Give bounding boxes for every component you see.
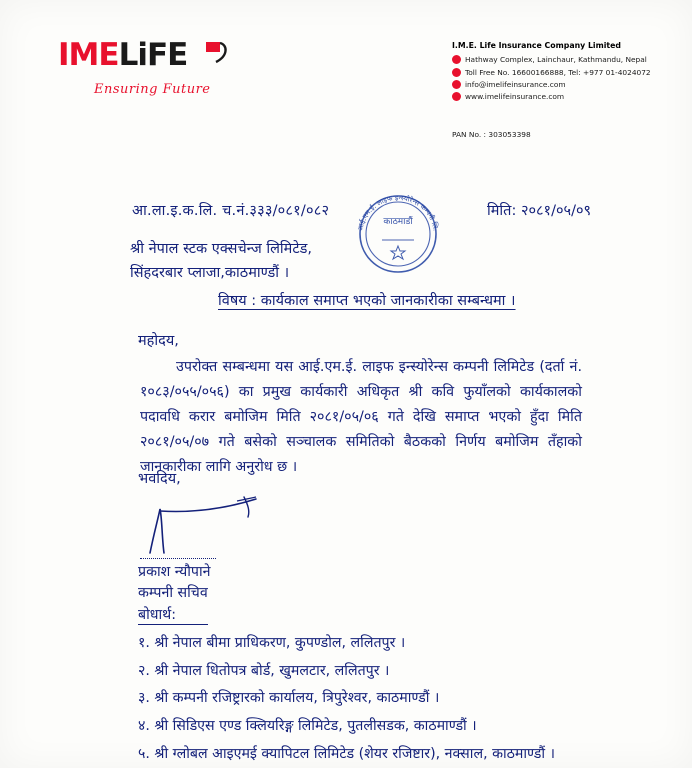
company-logo [58, 37, 258, 97]
cc-item: ४. श्री सिडिएस एण्ड क्लियरिङ्ग लिमिटेड, पुतलीसडक, काठमाण्डौं । [138, 718, 477, 735]
address-text: Hathway Complex, Lainchaur, Kathmandu, Nepal [465, 55, 647, 65]
logo-wordmark [58, 37, 188, 73]
address-row [452, 54, 687, 65]
letter-subject: विषय : कार्यकाल समाप्त भएको जानकारीका सम्बन्धमा । [218, 293, 516, 309]
cc-item: ५. श्री ग्लोबल आइएमई क्यापिटल लिमिटेड (शेयर रजिष्टार), नक्साल, काठमाण्डौं । [138, 745, 555, 762]
letter-salutation: महोदय, [138, 333, 179, 349]
letter-date: मिति: २०८१/०५/०९ [487, 203, 592, 219]
phone-icon [452, 68, 461, 77]
website-row [452, 91, 687, 102]
envelope-icon [452, 80, 461, 89]
website-text: www.imelifeinsurance.com [465, 92, 565, 102]
signature-mark [140, 495, 320, 565]
company-name: I.M.E. Life Insurance Company Limited [452, 41, 621, 50]
company-contact-block [452, 40, 687, 104]
signer-name: प्रकाश न्यौपाने [138, 564, 211, 580]
cc-heading: बोधार्थ: [138, 607, 177, 623]
email-row [452, 79, 687, 90]
signer-title: कम्पनी सचिव [138, 585, 208, 602]
svg-text:आई.एम.ई. लाइफ इन्स्योरेन्स कम्: आई.एम.ई. लाइफ इन्स्योरेन्स कम्पनी लि. [356, 193, 440, 232]
cc-heading-underline [138, 624, 208, 625]
addressee-line-1: श्री नेपाल स्टक एक्सचेन्ज लिमिटेड, [130, 241, 313, 257]
logo-text-ime: IME [58, 37, 119, 73]
cc-item: ३. श्री कम्पनी रजिष्ट्रारको कार्यालय, त्रिपुरेश्वर, काठमाण्डौं । [138, 690, 440, 707]
logo-swoosh-icon [204, 40, 230, 66]
phone-row [452, 67, 687, 78]
svg-text:काठमाडौं: काठमाडौं [383, 217, 413, 227]
logo-tagline: Ensuring Future [94, 82, 211, 97]
cc-item: १. श्री नेपाल बीमा प्राधिकरण, कुपण्डोल, ललितपुर । [138, 635, 406, 651]
official-seal-stamp [352, 188, 444, 280]
addressee-block [130, 238, 312, 286]
logo-text-life: LiFE [118, 37, 188, 73]
cc-item: २. श्री नेपाल धितोपत्र बोर्ड, खुमलटार, ललितपुर । [138, 662, 390, 679]
cc-list [138, 630, 658, 768]
location-pin-icon [452, 55, 461, 64]
signer-block [138, 562, 211, 605]
addressee-line-2: सिंहदरबार प्लाजा,काठमाण्डौं । [130, 264, 290, 281]
letter-paragraph: उपरोक्त सम्बन्धमा यस आई.एम.ई. लाइफ इन्स्योरेन्स कम्पनी लिमिटेड (दर्ता नं. १०८३/०५५/०५६) का प्रमुख कार्यकारी अधिकृत श्री कवि फुयाँलको कार्यकालको पदावधि करार बमोजिम मिति २०८१/०५/०६ गते देखि समाप्त भएको हुँदा मिति २०८१/०५/०७ गते बसेको सञ्चालक समितिको बैठकको निर्णय बमोजिम तँहाको जानकारीका लागि अनुरोध छ । [140, 359, 582, 476]
email-text: info@imelifeinsurance.com [465, 80, 566, 90]
letterhead [0, 34, 692, 144]
globe-icon [452, 92, 461, 101]
signature-line [140, 558, 216, 559]
phone-text: Toll Free No. 16600166888, Tel: +977 01-4024072 [465, 67, 651, 77]
pan-number: PAN No. : 303053398 [452, 130, 531, 139]
letter-closing: भवदिय, [138, 471, 181, 487]
reference-number: आ.ला.इ.क.लि. च.नं.३३३/०८१/०८२ [132, 203, 330, 219]
